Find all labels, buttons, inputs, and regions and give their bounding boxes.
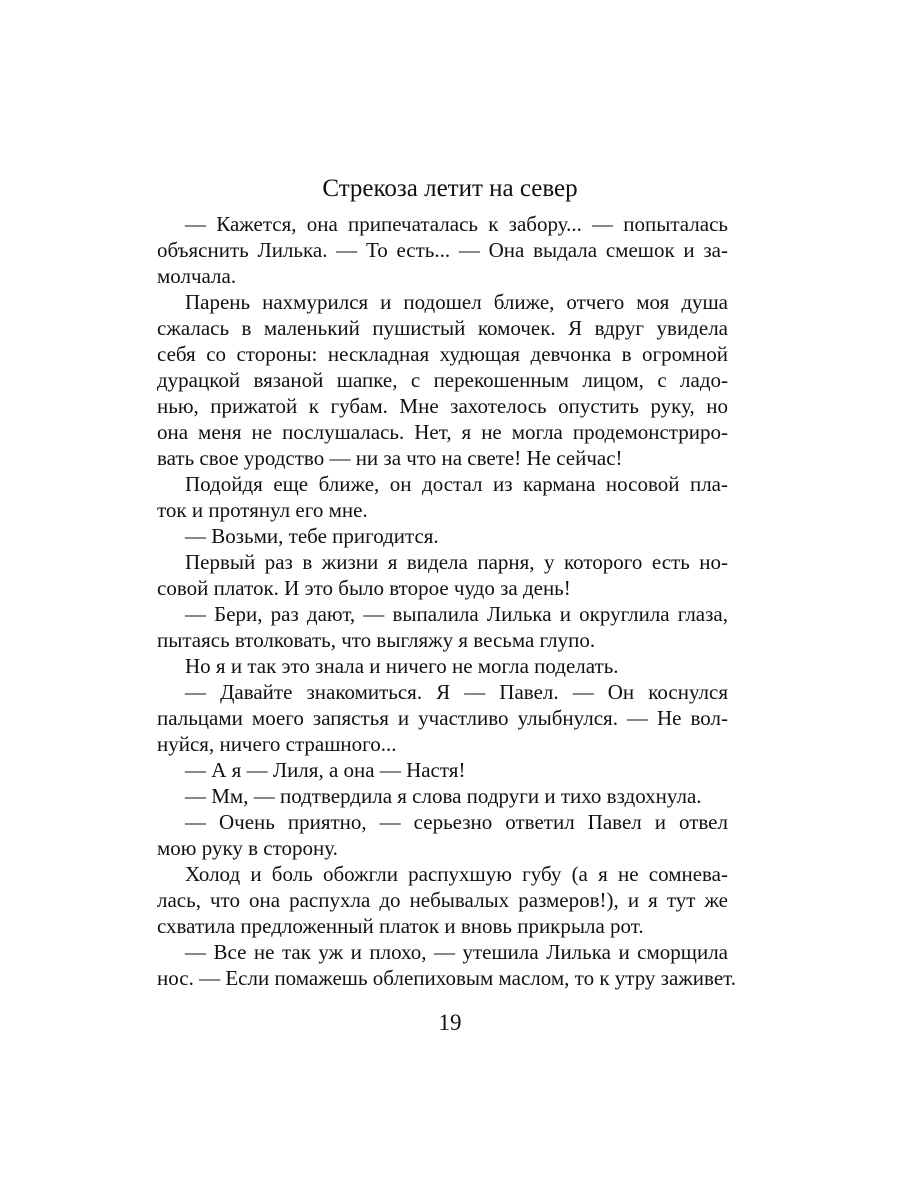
- text-line: — Бери, раз дают, — выпалила Лилька и округлила глаза,: [185, 602, 728, 626]
- text-line: — Все не так уж и плохо, — утешила Лилька и сморщила: [185, 940, 728, 964]
- text-line: себя со стороны: нескладная худющая девчонка в огромной: [157, 342, 728, 366]
- text-line: нью, прижатой к губам. Мне захотелось опустить руку, но: [157, 394, 728, 418]
- text-line: дурацкой вязаной шапке, с перекошенным лицом, с ладо-: [157, 368, 728, 392]
- text-line: пальцами моего запястья и участливо улыбнулся. — Не вол-: [157, 706, 728, 730]
- text-line: Парень нахмурился и подошел ближе, отчего моя душа: [185, 290, 728, 314]
- text-line: — Очень приятно, — серьезно ответил Павел и отвел: [185, 810, 728, 834]
- page-body: [157, 211, 736, 991]
- text-line: пытаясь втолковать, что выгляжу я весьма глупо.: [157, 628, 596, 652]
- text-line: — Кажется, она припечаталась к забору... — попыталась: [185, 212, 728, 236]
- text-line: совой платок. И это было второе чудо за день!: [157, 576, 571, 600]
- text-line: объяснить Лилька. — То есть... — Она выдала смешок и за-: [157, 238, 728, 262]
- page-number: 19: [438, 1010, 462, 1035]
- text-line: нос. — Если помажешь облепиховым маслом, то к утру заживет.: [157, 966, 736, 990]
- text-line: Первый раз в жизни я видела парня, у которого есть но-: [185, 550, 728, 574]
- text-line: сжалась в маленький пушистый комочек. Я вдруг увидела: [157, 316, 728, 340]
- text-line: лась, что она распухла до небывалых размеров!), и я тут же: [157, 888, 728, 912]
- text-line: Холод и боль обожгли распухшую губу (а я не сомнева-: [185, 862, 728, 886]
- running-head: Стрекоза летит на север: [322, 175, 578, 202]
- text-line: — Мм, — подтвердила я слова подруги и тихо вздохнула.: [185, 784, 702, 808]
- text-line: — Возьми, тебе пригодится.: [185, 524, 439, 548]
- text-line: она меня не послушалась. Нет, я не могла продемонстриро-: [157, 420, 728, 444]
- text-line: Подойдя еще ближе, он достал из кармана носовой пла-: [185, 472, 728, 496]
- text-line: ток и протянул его мне.: [157, 498, 368, 522]
- text-line: — Давайте знакомиться. Я — Павел. — Он коснулся: [185, 680, 728, 704]
- text-line: — А я — Лиля, а она — Настя!: [185, 758, 466, 782]
- text-line: схватила предложенный платок и вновь прикрыла рот.: [157, 914, 644, 938]
- text-line: молчала.: [157, 264, 237, 288]
- text-line: мою руку в сторону.: [157, 836, 338, 860]
- text-line: вать свое уродство — ни за что на свете! Не сейчас!: [157, 446, 623, 470]
- text-line: нуйся, ничего страшного...: [157, 732, 397, 756]
- text-line: Но я и так это знала и ничего не могла поделать.: [185, 654, 619, 678]
